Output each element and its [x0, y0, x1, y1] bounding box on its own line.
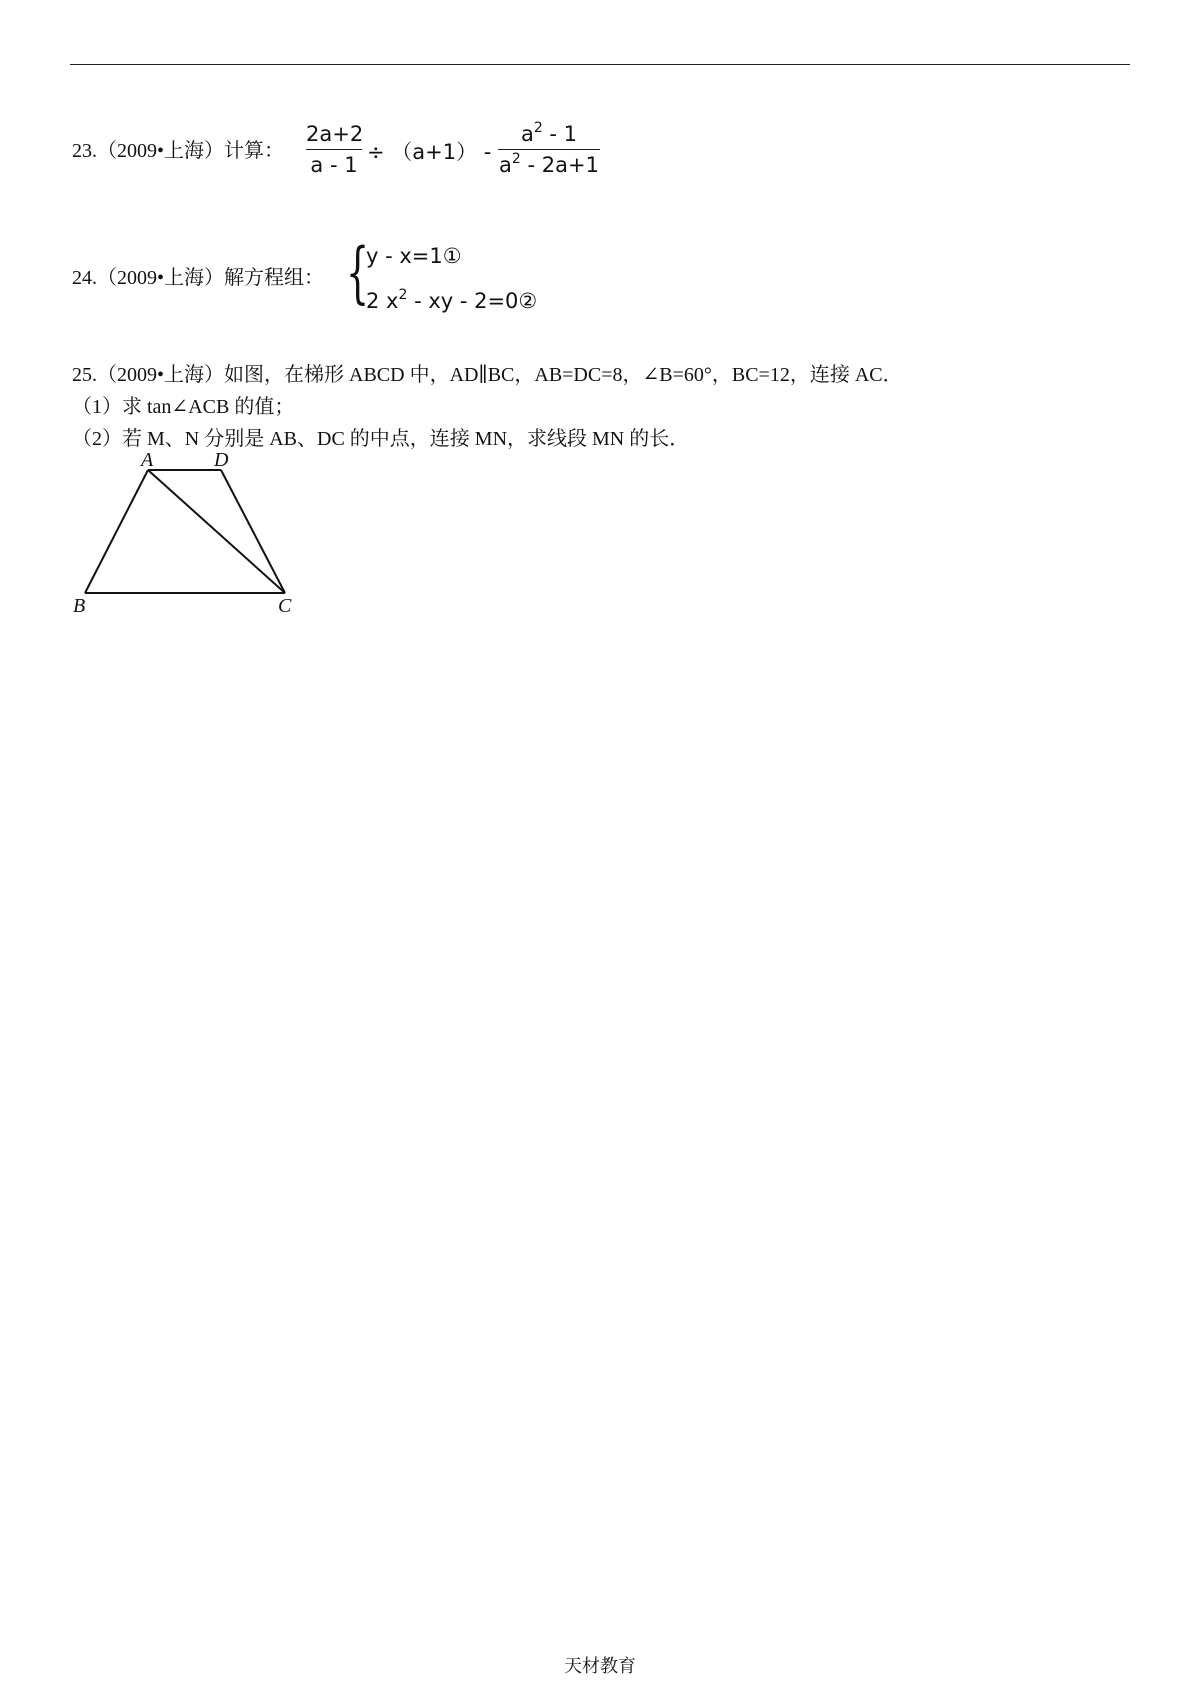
- frac2-den-base: a: [499, 153, 512, 177]
- header-rule: [70, 64, 1130, 65]
- q23-fraction-1: [306, 122, 362, 177]
- q24-equation-2: [366, 288, 537, 314]
- frac2-den-rest: - 2a+1: [520, 153, 599, 177]
- q23-frac2-denominator: [498, 153, 600, 177]
- q23-frac1-denominator: a - 1: [310, 153, 358, 177]
- frac2-num-base: a: [520, 122, 534, 146]
- q23-fraction-2: [498, 122, 600, 177]
- side-dc: [221, 470, 285, 593]
- vertex-label-a: A: [141, 449, 154, 471]
- vertex-label-b: B: [73, 595, 86, 617]
- q25-part-1: （1）求 tan∠ACB 的值；: [72, 396, 295, 418]
- trapezoid-figure: [60, 448, 320, 618]
- eq2-part-b: - xy - 2=0②: [407, 289, 538, 313]
- side-ab: [85, 470, 148, 593]
- system-brace: {: [346, 234, 370, 311]
- q25-part-2: （2）若 M、N 分别是 AB、DC 的中点，连接 MN，求线段 MN 的长．: [72, 428, 690, 450]
- frac2-num-exponent: 2: [533, 120, 543, 136]
- diagonal-ac: [148, 470, 285, 593]
- eq2-part-a: 2 x: [366, 289, 399, 313]
- frac2-num-rest: - 1: [542, 122, 578, 146]
- frac2-den-exponent: 2: [511, 151, 521, 167]
- eq2-exponent: 2: [398, 287, 408, 303]
- q23-frac1-numerator: 2a+2: [306, 122, 364, 146]
- fraction-bar: [306, 149, 362, 150]
- vertex-label-c: C: [278, 595, 292, 617]
- q23-prefix: 23.（2009•上海）计算：: [72, 140, 285, 162]
- q25-statement: 25.（2009•上海）如图，在梯形 ABCD 中，AD∥BC，AB=DC=8，∠B=60°，BC=12，连接 AC．: [72, 364, 903, 386]
- page-footer: 天材教育: [564, 1656, 636, 1676]
- fraction-bar: [498, 149, 600, 150]
- vertex-label-d: D: [214, 449, 229, 471]
- q24-equation-1: y - x=1①: [366, 244, 462, 268]
- q24-prefix: 24.（2009•上海）解方程组：: [72, 267, 325, 289]
- q23-middle-expression: ÷ （a+1） -: [367, 140, 492, 164]
- q23-frac2-numerator: [498, 122, 600, 146]
